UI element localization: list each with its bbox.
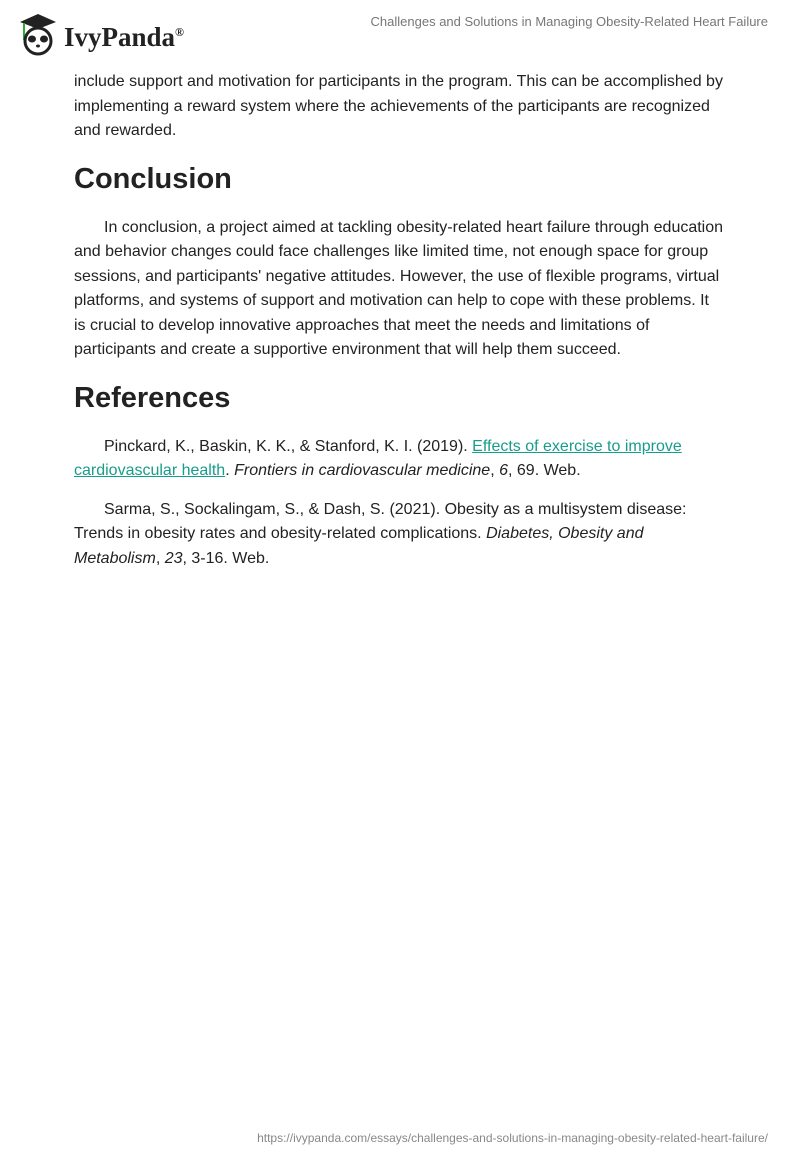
essay-content (74, 70, 724, 585)
paragraph: In conclusion, a project aimed at tackling obesity-related heart failure through education and behavior changes could face challenges like limited time, not enough space for group sessions, and participants' negative attitudes. However, the use of flexible programs, virtual platforms, and systems of support and motivation can help to cope with these problems. It is crucial to develop innovative approaches that meet the needs and limitations of participants and create a supportive environment that will help them succeed. (74, 218, 724, 358)
footer-url: https://ivypanda.com/essays/challenges-and-solutions-in-managing-obesity-related-heart-failure/ (257, 1131, 768, 1145)
reference-item (74, 498, 724, 572)
document-title: Challenges and Solutions in Managing Obesity-Related Heart Failure (370, 14, 768, 29)
reference-journal: Frontiers in cardiovascular medicine (234, 462, 491, 479)
reference-item (74, 435, 724, 484)
page-header (0, 0, 800, 60)
reference-volume: 23 (164, 549, 183, 567)
ivypanda-logo[interactable] (18, 10, 184, 56)
reference-link[interactable]: Effects of exercise to improve cardiovascular health (74, 437, 682, 479)
paragraph: include support and motivation for participants in the program. This can be accomplished by implementing a reward system where the achievements of the participants are recognized and rewarded. (74, 73, 723, 139)
reference-pages: , 3-16. Web. (182, 549, 270, 567)
reference-authors: Sarma, S., Sockalingam, S., & Dash, S. (2021). Obesity as a multisystem disease: Trends in obesity rates and obesity-related complications. (74, 500, 687, 542)
punct: . (225, 462, 235, 479)
registered-mark: ® (175, 24, 185, 39)
reference-authors: Pinckard, K., Baskin, K. K., & Stanford, K. I. (2019). (104, 437, 473, 455)
conclusion-heading: Conclusion (74, 162, 232, 195)
brand-name: IvyPanda (64, 21, 176, 52)
panda-graduate-icon (18, 10, 58, 56)
reference-pages: , 69. Web. (508, 462, 581, 479)
reference-volume: 6 (499, 462, 508, 479)
references-heading: References (74, 381, 231, 414)
punct: , (155, 549, 165, 567)
punct: , (490, 462, 500, 479)
reference-journal: Diabetes, Obesity and Metabolism (74, 525, 644, 567)
